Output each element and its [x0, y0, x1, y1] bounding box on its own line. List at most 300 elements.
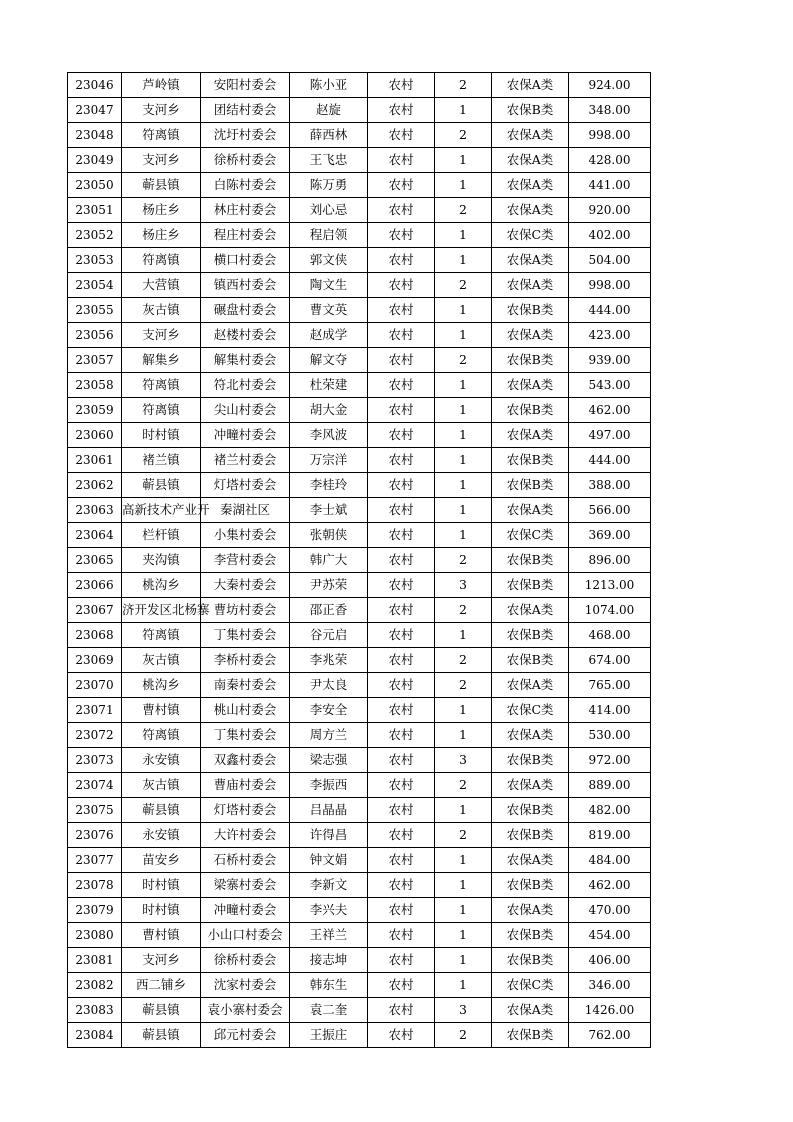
town-cell: 支河乡	[122, 323, 201, 348]
household-type-cell: 农村	[368, 423, 435, 448]
table-row	[68, 373, 651, 398]
person-name-cell: 李安全	[290, 698, 368, 723]
member-count-cell: 3	[435, 748, 492, 773]
table-row	[68, 223, 651, 248]
record-id-cell: 23077	[68, 848, 122, 873]
village-cell: 梁寨村委会	[201, 873, 290, 898]
table-row	[68, 323, 651, 348]
village-cell: 团结村委会	[201, 98, 290, 123]
person-name-cell: 袁二奎	[290, 998, 368, 1023]
town-cell: 灰古镇	[122, 773, 201, 798]
amount-cell: 1426.00	[569, 998, 651, 1023]
village-cell: 桃山村委会	[201, 698, 290, 723]
table-row	[68, 523, 651, 548]
amount-cell: 924.00	[569, 73, 651, 98]
town-cell: 支河乡	[122, 98, 201, 123]
record-id-cell: 23084	[68, 1023, 122, 1048]
town-cell: 桃沟乡	[122, 573, 201, 598]
household-type-cell: 农村	[368, 798, 435, 823]
insurance-category-cell: 农保A类	[492, 848, 569, 873]
household-type-cell: 农村	[368, 948, 435, 973]
table-row	[68, 923, 651, 948]
insurance-category-cell: 农保B类	[492, 573, 569, 598]
table-row	[68, 248, 651, 273]
member-count-cell: 2	[435, 648, 492, 673]
village-cell: 小集村委会	[201, 523, 290, 548]
household-type-cell: 农村	[368, 98, 435, 123]
village-cell: 林庄村委会	[201, 198, 290, 223]
table-row	[68, 823, 651, 848]
town-cell: 符离镇	[122, 373, 201, 398]
member-count-cell: 2	[435, 598, 492, 623]
member-count-cell: 2	[435, 1023, 492, 1048]
household-type-cell: 农村	[368, 998, 435, 1023]
person-name-cell: 尹太良	[290, 673, 368, 698]
village-cell: 大秦村委会	[201, 573, 290, 598]
amount-cell: 497.00	[569, 423, 651, 448]
table-row	[68, 1023, 651, 1048]
insurance-category-cell: 农保B类	[492, 298, 569, 323]
record-id-cell: 23079	[68, 898, 122, 923]
insurance-category-cell: 农保A类	[492, 423, 569, 448]
record-id-cell: 23078	[68, 873, 122, 898]
amount-cell: 819.00	[569, 823, 651, 848]
record-id-cell: 23050	[68, 173, 122, 198]
record-id-cell: 23062	[68, 473, 122, 498]
record-id-cell: 23057	[68, 348, 122, 373]
member-count-cell: 2	[435, 773, 492, 798]
town-cell: 褚兰镇	[122, 448, 201, 473]
record-id-cell: 23080	[68, 923, 122, 948]
town-cell: 支河乡	[122, 948, 201, 973]
village-cell: 灯塔村委会	[201, 798, 290, 823]
person-name-cell: 李桂玲	[290, 473, 368, 498]
amount-cell: 441.00	[569, 173, 651, 198]
table-row	[68, 548, 651, 573]
table-row	[68, 973, 651, 998]
member-count-cell: 1	[435, 698, 492, 723]
household-type-cell: 农村	[368, 448, 435, 473]
person-name-cell: 吕晶晶	[290, 798, 368, 823]
table-row	[68, 298, 651, 323]
record-id-cell: 23053	[68, 248, 122, 273]
household-type-cell: 农村	[368, 748, 435, 773]
insurance-category-cell: 农保A类	[492, 198, 569, 223]
town-cell: 蕲县镇	[122, 1023, 201, 1048]
insurance-category-cell: 农保A类	[492, 73, 569, 98]
village-cell: 李营村委会	[201, 548, 290, 573]
village-cell: 石桥村委会	[201, 848, 290, 873]
table-row	[68, 98, 651, 123]
amount-cell: 530.00	[569, 723, 651, 748]
table-row	[68, 698, 651, 723]
amount-cell: 1213.00	[569, 573, 651, 598]
amount-cell: 428.00	[569, 148, 651, 173]
village-cell: 徐桥村委会	[201, 948, 290, 973]
table-row	[68, 473, 651, 498]
member-count-cell: 3	[435, 998, 492, 1023]
insurance-category-cell: 农保B类	[492, 1023, 569, 1048]
record-id-cell: 23076	[68, 823, 122, 848]
town-cell: 时村镇	[122, 873, 201, 898]
record-id-cell: 23061	[68, 448, 122, 473]
insurance-category-cell: 农保A类	[492, 723, 569, 748]
record-id-cell: 23049	[68, 148, 122, 173]
table-row	[68, 148, 651, 173]
member-count-cell: 1	[435, 973, 492, 998]
member-count-cell: 2	[435, 198, 492, 223]
village-cell: 曹坊村委会	[201, 598, 290, 623]
person-name-cell: 钟文娟	[290, 848, 368, 873]
person-name-cell: 李新文	[290, 873, 368, 898]
village-cell: 横口村委会	[201, 248, 290, 273]
member-count-cell: 1	[435, 623, 492, 648]
member-count-cell: 2	[435, 73, 492, 98]
insurance-category-cell: 农保A类	[492, 323, 569, 348]
table-body	[68, 73, 651, 1048]
insurance-category-cell: 农保B类	[492, 548, 569, 573]
table-row	[68, 173, 651, 198]
village-cell: 邱元村委会	[201, 1023, 290, 1048]
table-row	[68, 498, 651, 523]
village-cell: 秦湖社区	[201, 498, 290, 523]
insurance-category-cell: 农保B类	[492, 748, 569, 773]
person-name-cell: 李风波	[290, 423, 368, 448]
town-cell: 曹村镇	[122, 698, 201, 723]
town-cell: 解集乡	[122, 348, 201, 373]
member-count-cell: 2	[435, 673, 492, 698]
household-type-cell: 农村	[368, 248, 435, 273]
town-cell: 永安镇	[122, 748, 201, 773]
record-id-cell: 23083	[68, 998, 122, 1023]
member-count-cell: 1	[435, 473, 492, 498]
household-type-cell: 农村	[368, 898, 435, 923]
amount-cell: 566.00	[569, 498, 651, 523]
record-id-cell: 23048	[68, 123, 122, 148]
table-row	[68, 198, 651, 223]
table-row	[68, 123, 651, 148]
town-cell: 高新技术产业开	[122, 498, 201, 523]
village-cell: 镇西村委会	[201, 273, 290, 298]
household-type-cell: 农村	[368, 148, 435, 173]
household-type-cell: 农村	[368, 223, 435, 248]
village-cell: 冲疃村委会	[201, 898, 290, 923]
amount-cell: 889.00	[569, 773, 651, 798]
town-cell: 栏杆镇	[122, 523, 201, 548]
amount-cell: 470.00	[569, 898, 651, 923]
amount-cell: 348.00	[569, 98, 651, 123]
table-row	[68, 723, 651, 748]
person-name-cell: 曹文英	[290, 298, 368, 323]
person-name-cell: 李兴夫	[290, 898, 368, 923]
town-cell: 时村镇	[122, 898, 201, 923]
village-cell: 尖山村委会	[201, 398, 290, 423]
village-cell: 符北村委会	[201, 373, 290, 398]
member-count-cell: 1	[435, 798, 492, 823]
household-type-cell: 农村	[368, 298, 435, 323]
person-name-cell: 郭文侠	[290, 248, 368, 273]
household-type-cell: 农村	[368, 548, 435, 573]
record-id-cell: 23070	[68, 673, 122, 698]
household-type-cell: 农村	[368, 698, 435, 723]
person-name-cell: 王振庄	[290, 1023, 368, 1048]
village-cell: 丁集村委会	[201, 723, 290, 748]
amount-cell: 504.00	[569, 248, 651, 273]
insurance-category-cell: 农保B类	[492, 448, 569, 473]
amount-cell: 468.00	[569, 623, 651, 648]
record-id-cell: 23074	[68, 773, 122, 798]
amount-cell: 484.00	[569, 848, 651, 873]
table-row	[68, 598, 651, 623]
household-type-cell: 农村	[368, 973, 435, 998]
insurance-category-cell: 农保B类	[492, 348, 569, 373]
insurance-category-cell: 农保C类	[492, 523, 569, 548]
household-type-cell: 农村	[368, 198, 435, 223]
town-cell: 支河乡	[122, 148, 201, 173]
village-cell: 沈圩村委会	[201, 123, 290, 148]
insurance-category-cell: 农保B类	[492, 473, 569, 498]
insurance-category-cell: 农保B类	[492, 623, 569, 648]
table-row	[68, 948, 651, 973]
village-cell: 丁集村委会	[201, 623, 290, 648]
household-type-cell: 农村	[368, 398, 435, 423]
village-cell: 南秦村委会	[201, 673, 290, 698]
village-cell: 袁小寨村委会	[201, 998, 290, 1023]
insurance-category-cell: 农保A类	[492, 773, 569, 798]
village-cell: 褚兰村委会	[201, 448, 290, 473]
amount-cell: 402.00	[569, 223, 651, 248]
amount-cell: 482.00	[569, 798, 651, 823]
town-cell: 蕲县镇	[122, 998, 201, 1023]
member-count-cell: 1	[435, 148, 492, 173]
amount-cell: 765.00	[569, 673, 651, 698]
insurance-category-cell: 农保C类	[492, 973, 569, 998]
insurance-category-cell: 农保B类	[492, 923, 569, 948]
person-name-cell: 王飞忠	[290, 148, 368, 173]
household-type-cell: 农村	[368, 873, 435, 898]
record-id-cell: 23069	[68, 648, 122, 673]
town-cell: 蕲县镇	[122, 173, 201, 198]
person-name-cell: 韩东生	[290, 973, 368, 998]
record-id-cell: 23052	[68, 223, 122, 248]
member-count-cell: 1	[435, 423, 492, 448]
town-cell: 蕲县镇	[122, 798, 201, 823]
person-name-cell: 胡大金	[290, 398, 368, 423]
household-type-cell: 农村	[368, 623, 435, 648]
record-id-cell: 23051	[68, 198, 122, 223]
amount-cell: 462.00	[569, 398, 651, 423]
household-type-cell: 农村	[368, 823, 435, 848]
insurance-category-cell: 农保B类	[492, 398, 569, 423]
member-count-cell: 1	[435, 873, 492, 898]
village-cell: 双鑫村委会	[201, 748, 290, 773]
amount-cell: 462.00	[569, 873, 651, 898]
town-cell: 符离镇	[122, 398, 201, 423]
person-name-cell: 陈万勇	[290, 173, 368, 198]
insurance-category-cell: 农保B类	[492, 948, 569, 973]
village-cell: 安阳村委会	[201, 73, 290, 98]
amount-cell: 423.00	[569, 323, 651, 348]
person-name-cell: 韩广大	[290, 548, 368, 573]
town-cell: 济开发区北杨寨	[122, 598, 201, 623]
person-name-cell: 陶文生	[290, 273, 368, 298]
record-id-cell: 23063	[68, 498, 122, 523]
town-cell: 大营镇	[122, 273, 201, 298]
record-id-cell: 23066	[68, 573, 122, 598]
person-name-cell: 陈小亚	[290, 73, 368, 98]
record-id-cell: 23072	[68, 723, 122, 748]
table-row	[68, 573, 651, 598]
insurance-category-cell: 农保B类	[492, 798, 569, 823]
person-name-cell: 梁志强	[290, 748, 368, 773]
amount-cell: 762.00	[569, 1023, 651, 1048]
household-type-cell: 农村	[368, 723, 435, 748]
insurance-category-cell: 农保A类	[492, 598, 569, 623]
member-count-cell: 1	[435, 298, 492, 323]
table-row	[68, 448, 651, 473]
town-cell: 芦岭镇	[122, 73, 201, 98]
person-name-cell: 尹苏荣	[290, 573, 368, 598]
member-count-cell: 1	[435, 323, 492, 348]
record-id-cell: 23060	[68, 423, 122, 448]
insurance-category-cell: 农保A类	[492, 273, 569, 298]
record-id-cell: 23055	[68, 298, 122, 323]
insurance-category-cell: 农保A类	[492, 148, 569, 173]
record-id-cell: 23073	[68, 748, 122, 773]
person-name-cell: 薛西林	[290, 123, 368, 148]
person-name-cell: 周方兰	[290, 723, 368, 748]
record-id-cell: 23068	[68, 623, 122, 648]
member-count-cell: 2	[435, 348, 492, 373]
person-name-cell: 杜荣建	[290, 373, 368, 398]
amount-cell: 414.00	[569, 698, 651, 723]
record-id-cell: 23075	[68, 798, 122, 823]
insurance-category-cell: 农保C类	[492, 223, 569, 248]
insurance-category-cell: 农保B类	[492, 823, 569, 848]
household-type-cell: 农村	[368, 273, 435, 298]
village-cell: 曹庙村委会	[201, 773, 290, 798]
town-cell: 灰古镇	[122, 298, 201, 323]
table-row	[68, 673, 651, 698]
village-cell: 沈家村委会	[201, 973, 290, 998]
record-id-cell: 23082	[68, 973, 122, 998]
amount-cell: 444.00	[569, 448, 651, 473]
insurance-category-cell: 农保B类	[492, 648, 569, 673]
town-cell: 苗安乡	[122, 848, 201, 873]
town-cell: 灰古镇	[122, 648, 201, 673]
member-count-cell: 3	[435, 573, 492, 598]
town-cell: 西二铺乡	[122, 973, 201, 998]
person-name-cell: 李振西	[290, 773, 368, 798]
amount-cell: 998.00	[569, 123, 651, 148]
village-cell: 碾盘村委会	[201, 298, 290, 323]
record-id-cell: 23071	[68, 698, 122, 723]
household-type-cell: 农村	[368, 648, 435, 673]
member-count-cell: 1	[435, 923, 492, 948]
table-row	[68, 423, 651, 448]
member-count-cell: 1	[435, 98, 492, 123]
household-type-cell: 农村	[368, 173, 435, 198]
household-type-cell: 农村	[368, 323, 435, 348]
table-row	[68, 998, 651, 1023]
household-type-cell: 农村	[368, 673, 435, 698]
table-row	[68, 348, 651, 373]
person-name-cell: 李士斌	[290, 498, 368, 523]
insurance-category-cell: 农保C类	[492, 698, 569, 723]
amount-cell: 920.00	[569, 198, 651, 223]
table-row	[68, 873, 651, 898]
record-id-cell: 23065	[68, 548, 122, 573]
table-row	[68, 623, 651, 648]
household-type-cell: 农村	[368, 1023, 435, 1048]
record-id-cell: 23064	[68, 523, 122, 548]
town-cell: 蕲县镇	[122, 473, 201, 498]
town-cell: 符离镇	[122, 623, 201, 648]
amount-cell: 369.00	[569, 523, 651, 548]
town-cell: 符离镇	[122, 723, 201, 748]
town-cell: 曹村镇	[122, 923, 201, 948]
amount-cell: 939.00	[569, 348, 651, 373]
table-row	[68, 398, 651, 423]
member-count-cell: 1	[435, 373, 492, 398]
household-type-cell: 农村	[368, 373, 435, 398]
household-type-cell: 农村	[368, 498, 435, 523]
person-name-cell: 张朝侠	[290, 523, 368, 548]
person-name-cell: 万宗洋	[290, 448, 368, 473]
village-cell: 程庄村委会	[201, 223, 290, 248]
record-id-cell: 23047	[68, 98, 122, 123]
amount-cell: 998.00	[569, 273, 651, 298]
member-count-cell: 1	[435, 173, 492, 198]
town-cell: 永安镇	[122, 823, 201, 848]
household-type-cell: 农村	[368, 848, 435, 873]
record-id-cell: 23056	[68, 323, 122, 348]
household-type-cell: 农村	[368, 348, 435, 373]
member-count-cell: 1	[435, 523, 492, 548]
person-name-cell: 刘心忌	[290, 198, 368, 223]
person-name-cell: 解文夺	[290, 348, 368, 373]
village-cell: 小山口村委会	[201, 923, 290, 948]
household-type-cell: 农村	[368, 523, 435, 548]
record-id-cell: 23054	[68, 273, 122, 298]
town-cell: 时村镇	[122, 423, 201, 448]
insurance-category-cell: 农保A类	[492, 898, 569, 923]
amount-cell: 444.00	[569, 298, 651, 323]
person-name-cell: 谷元启	[290, 623, 368, 648]
household-type-cell: 农村	[368, 473, 435, 498]
town-cell: 符离镇	[122, 248, 201, 273]
member-count-cell: 1	[435, 223, 492, 248]
insurance-category-cell: 农保B类	[492, 98, 569, 123]
amount-cell: 454.00	[569, 923, 651, 948]
amount-cell: 972.00	[569, 748, 651, 773]
table-row	[68, 798, 651, 823]
insurance-category-cell: 农保A类	[492, 373, 569, 398]
village-cell: 大许村委会	[201, 823, 290, 848]
person-name-cell: 程启领	[290, 223, 368, 248]
person-name-cell: 邵正香	[290, 598, 368, 623]
amount-cell: 388.00	[569, 473, 651, 498]
household-type-cell: 农村	[368, 773, 435, 798]
amount-cell: 543.00	[569, 373, 651, 398]
record-id-cell: 23059	[68, 398, 122, 423]
member-count-cell: 1	[435, 848, 492, 873]
village-cell: 李桥村委会	[201, 648, 290, 673]
member-count-cell: 1	[435, 448, 492, 473]
insurance-category-cell: 农保A类	[492, 248, 569, 273]
amount-cell: 1074.00	[569, 598, 651, 623]
village-cell: 徐桥村委会	[201, 148, 290, 173]
